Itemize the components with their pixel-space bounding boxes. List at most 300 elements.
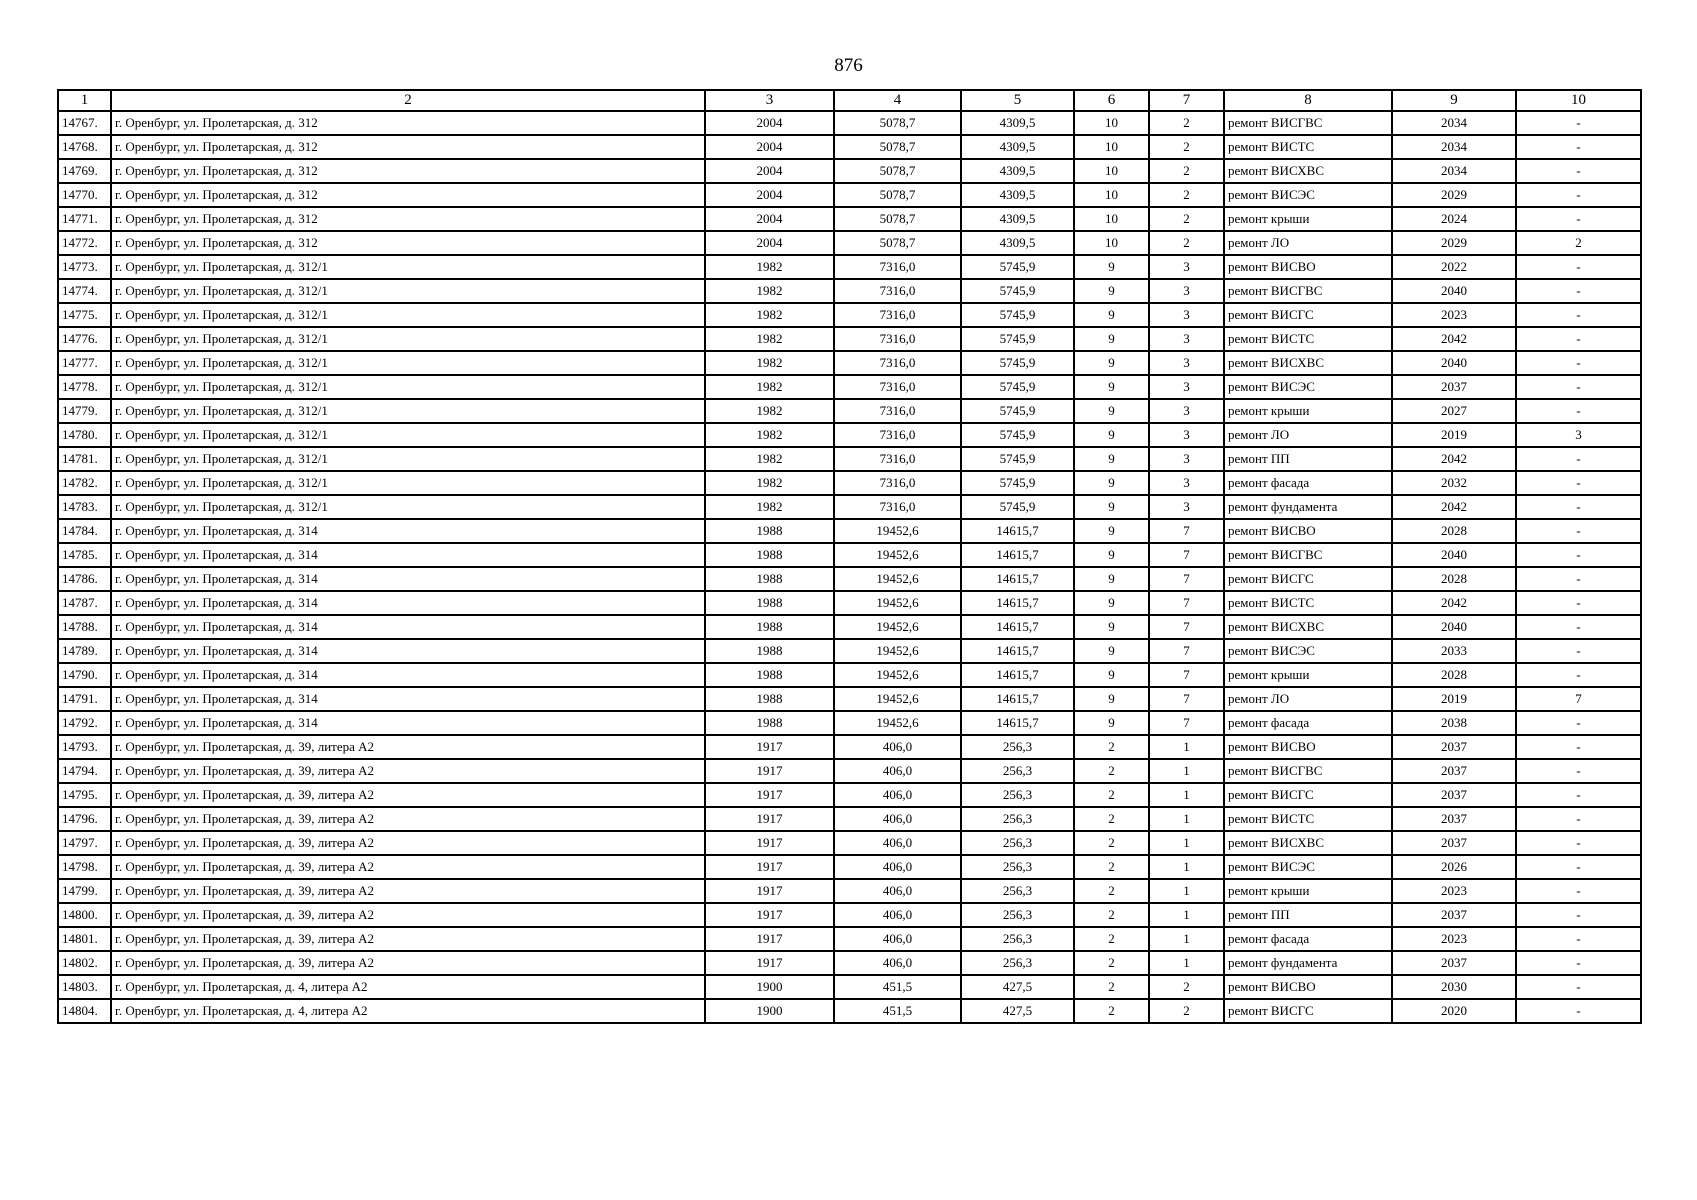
cell-planned-year: 2040	[1392, 279, 1516, 303]
table-row	[58, 903, 1641, 927]
cell-total-area: 7316,0	[834, 447, 961, 471]
cell-planned-year: 2029	[1392, 183, 1516, 207]
cell-work-type: ремонт ВИСТС	[1224, 135, 1392, 159]
cell-work-type: ремонт ВИСЭС	[1224, 183, 1392, 207]
cell-row-number: 14797.	[58, 831, 111, 855]
cell-living-area: 5745,9	[961, 423, 1074, 447]
table-row	[58, 663, 1641, 687]
table-row	[58, 423, 1641, 447]
cell-address: г. Оренбург, ул. Пролетарская, д. 39, литера А2	[111, 951, 705, 975]
cell-address: г. Оренбург, ул. Пролетарская, д. 39, литера А2	[111, 759, 705, 783]
cell-total-area: 406,0	[834, 735, 961, 759]
cell-row-number: 14768.	[58, 135, 111, 159]
cell-planned-year: 2023	[1392, 927, 1516, 951]
cell-total-area: 5078,7	[834, 159, 961, 183]
cell-address: г. Оренбург, ул. Пролетарская, д. 312/1	[111, 447, 705, 471]
cell-entrances: 3	[1149, 327, 1224, 351]
column-header: 4	[834, 90, 961, 111]
cell-floors: 9	[1074, 591, 1149, 615]
cell-living-area: 256,3	[961, 879, 1074, 903]
cell-entrances: 1	[1149, 735, 1224, 759]
table-row	[58, 159, 1641, 183]
cell-living-area: 5745,9	[961, 495, 1074, 519]
cell-row-number: 14784.	[58, 519, 111, 543]
cell-entrances: 1	[1149, 879, 1224, 903]
cell-floors: 9	[1074, 471, 1149, 495]
cell-year-built: 1988	[705, 711, 834, 735]
cell-floors: 9	[1074, 711, 1149, 735]
column-header: 10	[1516, 90, 1641, 111]
cell-row-number: 14793.	[58, 735, 111, 759]
cell-entrances: 3	[1149, 351, 1224, 375]
cell-address: г. Оренбург, ул. Пролетарская, д. 4, литера А2	[111, 975, 705, 999]
cell-work-type: ремонт ВИСХВС	[1224, 831, 1392, 855]
cell-floors: 9	[1074, 663, 1149, 687]
column-header: 6	[1074, 90, 1149, 111]
cell-living-area: 5745,9	[961, 303, 1074, 327]
cell-planned-year: 2019	[1392, 687, 1516, 711]
cell-total-area: 7316,0	[834, 255, 961, 279]
cell-planned-year: 2038	[1392, 711, 1516, 735]
cell-note: -	[1516, 519, 1641, 543]
table-row	[58, 111, 1641, 135]
cell-work-type: ремонт ЛО	[1224, 231, 1392, 255]
cell-living-area: 256,3	[961, 903, 1074, 927]
cell-work-type: ремонт ПП	[1224, 903, 1392, 927]
cell-entrances: 3	[1149, 399, 1224, 423]
cell-note: -	[1516, 159, 1641, 183]
cell-row-number: 14785.	[58, 543, 111, 567]
cell-row-number: 14795.	[58, 783, 111, 807]
cell-floors: 2	[1074, 735, 1149, 759]
cell-work-type: ремонт ЛО	[1224, 423, 1392, 447]
cell-address: г. Оренбург, ул. Пролетарская, д. 314	[111, 663, 705, 687]
cell-row-number: 14787.	[58, 591, 111, 615]
cell-entrances: 7	[1149, 711, 1224, 735]
table-row	[58, 543, 1641, 567]
cell-work-type: ремонт ВИСЭС	[1224, 855, 1392, 879]
cell-row-number: 14782.	[58, 471, 111, 495]
cell-planned-year: 2024	[1392, 207, 1516, 231]
cell-floors: 2	[1074, 999, 1149, 1023]
cell-address: г. Оренбург, ул. Пролетарская, д. 4, литера А2	[111, 999, 705, 1023]
cell-entrances: 2	[1149, 111, 1224, 135]
cell-address: г. Оренбург, ул. Пролетарская, д. 312	[111, 159, 705, 183]
cell-entrances: 3	[1149, 303, 1224, 327]
cell-year-built: 2004	[705, 135, 834, 159]
cell-year-built: 1917	[705, 951, 834, 975]
cell-note: -	[1516, 351, 1641, 375]
cell-floors: 9	[1074, 375, 1149, 399]
table-row	[58, 375, 1641, 399]
table-row	[58, 183, 1641, 207]
cell-floors: 9	[1074, 543, 1149, 567]
cell-work-type: ремонт ПП	[1224, 447, 1392, 471]
cell-year-built: 1900	[705, 999, 834, 1023]
cell-total-area: 7316,0	[834, 399, 961, 423]
cell-row-number: 14801.	[58, 927, 111, 951]
cell-planned-year: 2037	[1392, 831, 1516, 855]
cell-row-number: 14772.	[58, 231, 111, 255]
cell-living-area: 5745,9	[961, 351, 1074, 375]
cell-floors: 2	[1074, 903, 1149, 927]
table-row	[58, 735, 1641, 759]
cell-planned-year: 2034	[1392, 135, 1516, 159]
cell-note: -	[1516, 999, 1641, 1023]
cell-floors: 9	[1074, 615, 1149, 639]
cell-floors: 2	[1074, 831, 1149, 855]
cell-total-area: 19452,6	[834, 615, 961, 639]
cell-planned-year: 2037	[1392, 903, 1516, 927]
cell-living-area: 427,5	[961, 999, 1074, 1023]
cell-row-number: 14773.	[58, 255, 111, 279]
cell-planned-year: 2029	[1392, 231, 1516, 255]
cell-year-built: 1982	[705, 279, 834, 303]
cell-planned-year: 2042	[1392, 591, 1516, 615]
cell-work-type: ремонт ВИСХВС	[1224, 351, 1392, 375]
cell-entrances: 1	[1149, 783, 1224, 807]
cell-planned-year: 2028	[1392, 663, 1516, 687]
cell-note: -	[1516, 831, 1641, 855]
cell-planned-year: 2019	[1392, 423, 1516, 447]
cell-address: г. Оренбург, ул. Пролетарская, д. 312/1	[111, 495, 705, 519]
cell-year-built: 1982	[705, 303, 834, 327]
cell-floors: 9	[1074, 327, 1149, 351]
cell-row-number: 14778.	[58, 375, 111, 399]
cell-total-area: 7316,0	[834, 351, 961, 375]
cell-total-area: 7316,0	[834, 303, 961, 327]
cell-address: г. Оренбург, ул. Пролетарская, д. 312/1	[111, 327, 705, 351]
table-row	[58, 351, 1641, 375]
cell-note: -	[1516, 567, 1641, 591]
cell-planned-year: 2034	[1392, 111, 1516, 135]
cell-planned-year: 2037	[1392, 759, 1516, 783]
cell-note: -	[1516, 207, 1641, 231]
cell-entrances: 7	[1149, 543, 1224, 567]
cell-address: г. Оренбург, ул. Пролетарская, д. 39, литера А2	[111, 903, 705, 927]
cell-total-area: 19452,6	[834, 663, 961, 687]
cell-address: г. Оренбург, ул. Пролетарская, д. 314	[111, 567, 705, 591]
cell-address: г. Оренбург, ул. Пролетарская, д. 312	[111, 207, 705, 231]
cell-total-area: 406,0	[834, 927, 961, 951]
cell-address: г. Оренбург, ул. Пролетарская, д. 312	[111, 183, 705, 207]
cell-floors: 2	[1074, 879, 1149, 903]
cell-total-area: 406,0	[834, 951, 961, 975]
table-row	[58, 495, 1641, 519]
cell-row-number: 14796.	[58, 807, 111, 831]
cell-entrances: 1	[1149, 759, 1224, 783]
cell-entrances: 7	[1149, 639, 1224, 663]
cell-work-type: ремонт ЛО	[1224, 687, 1392, 711]
table-row	[58, 135, 1641, 159]
table-row	[58, 399, 1641, 423]
table-row	[58, 783, 1641, 807]
table-row	[58, 879, 1641, 903]
cell-year-built: 1982	[705, 423, 834, 447]
cell-row-number: 14788.	[58, 615, 111, 639]
cell-work-type: ремонт ВИСТС	[1224, 807, 1392, 831]
column-header: 2	[111, 90, 705, 111]
cell-year-built: 1988	[705, 591, 834, 615]
cell-planned-year: 2040	[1392, 543, 1516, 567]
cell-floors: 10	[1074, 183, 1149, 207]
cell-planned-year: 2030	[1392, 975, 1516, 999]
table-row	[58, 927, 1641, 951]
table-row	[58, 279, 1641, 303]
cell-living-area: 256,3	[961, 927, 1074, 951]
cell-planned-year: 2028	[1392, 567, 1516, 591]
cell-year-built: 1917	[705, 831, 834, 855]
cell-floors: 2	[1074, 783, 1149, 807]
cell-living-area: 4309,5	[961, 207, 1074, 231]
cell-work-type: ремонт крыши	[1224, 399, 1392, 423]
cell-living-area: 14615,7	[961, 663, 1074, 687]
cell-floors: 9	[1074, 447, 1149, 471]
cell-row-number: 14802.	[58, 951, 111, 975]
cell-note: -	[1516, 951, 1641, 975]
cell-note: -	[1516, 471, 1641, 495]
table-row	[58, 759, 1641, 783]
cell-floors: 9	[1074, 255, 1149, 279]
cell-living-area: 14615,7	[961, 687, 1074, 711]
cell-total-area: 451,5	[834, 999, 961, 1023]
cell-note: -	[1516, 879, 1641, 903]
cell-work-type: ремонт фундамента	[1224, 495, 1392, 519]
cell-work-type: ремонт ВИСВО	[1224, 975, 1392, 999]
cell-year-built: 1988	[705, 543, 834, 567]
cell-floors: 9	[1074, 567, 1149, 591]
cell-living-area: 256,3	[961, 759, 1074, 783]
cell-address: г. Оренбург, ул. Пролетарская, д. 314	[111, 519, 705, 543]
cell-note: -	[1516, 183, 1641, 207]
cell-entrances: 3	[1149, 495, 1224, 519]
cell-planned-year: 2032	[1392, 471, 1516, 495]
cell-entrances: 7	[1149, 519, 1224, 543]
cell-planned-year: 2037	[1392, 807, 1516, 831]
cell-note: -	[1516, 111, 1641, 135]
cell-entrances: 3	[1149, 423, 1224, 447]
cell-year-built: 2004	[705, 207, 834, 231]
cell-floors: 10	[1074, 135, 1149, 159]
cell-entrances: 1	[1149, 951, 1224, 975]
cell-note: -	[1516, 759, 1641, 783]
cell-floors: 9	[1074, 303, 1149, 327]
cell-year-built: 1917	[705, 807, 834, 831]
cell-work-type: ремонт ВИСГВС	[1224, 543, 1392, 567]
cell-planned-year: 2037	[1392, 783, 1516, 807]
cell-work-type: ремонт крыши	[1224, 879, 1392, 903]
cell-living-area: 256,3	[961, 807, 1074, 831]
cell-living-area: 14615,7	[961, 615, 1074, 639]
cell-year-built: 1917	[705, 759, 834, 783]
cell-year-built: 1917	[705, 735, 834, 759]
cell-note: -	[1516, 855, 1641, 879]
cell-work-type: ремонт крыши	[1224, 207, 1392, 231]
cell-address: г. Оренбург, ул. Пролетарская, д. 312	[111, 135, 705, 159]
cell-row-number: 14776.	[58, 327, 111, 351]
cell-note: -	[1516, 135, 1641, 159]
cell-year-built: 1982	[705, 471, 834, 495]
cell-year-built: 1917	[705, 879, 834, 903]
cell-living-area: 256,3	[961, 951, 1074, 975]
cell-note: -	[1516, 543, 1641, 567]
column-header: 7	[1149, 90, 1224, 111]
cell-living-area: 256,3	[961, 855, 1074, 879]
cell-address: г. Оренбург, ул. Пролетарская, д. 39, литера А2	[111, 807, 705, 831]
cell-address: г. Оренбург, ул. Пролетарская, д. 312/1	[111, 351, 705, 375]
column-header: 9	[1392, 90, 1516, 111]
cell-note: -	[1516, 663, 1641, 687]
table-row	[58, 711, 1641, 735]
cell-total-area: 19452,6	[834, 543, 961, 567]
cell-living-area: 5745,9	[961, 327, 1074, 351]
cell-address: г. Оренбург, ул. Пролетарская, д. 39, литера А2	[111, 831, 705, 855]
cell-note: -	[1516, 303, 1641, 327]
cell-living-area: 14615,7	[961, 591, 1074, 615]
cell-work-type: ремонт ВИСВО	[1224, 519, 1392, 543]
cell-year-built: 2004	[705, 159, 834, 183]
cell-planned-year: 2040	[1392, 351, 1516, 375]
cell-planned-year: 2027	[1392, 399, 1516, 423]
cell-work-type: ремонт ВИСХВС	[1224, 159, 1392, 183]
cell-row-number: 14779.	[58, 399, 111, 423]
cell-year-built: 1982	[705, 399, 834, 423]
cell-planned-year: 2037	[1392, 375, 1516, 399]
cell-row-number: 14786.	[58, 567, 111, 591]
table-row	[58, 303, 1641, 327]
cell-note: -	[1516, 495, 1641, 519]
cell-total-area: 406,0	[834, 759, 961, 783]
cell-row-number: 14798.	[58, 855, 111, 879]
cell-work-type: ремонт ВИСГС	[1224, 303, 1392, 327]
cell-row-number: 14780.	[58, 423, 111, 447]
cell-row-number: 14799.	[58, 879, 111, 903]
cell-year-built: 1982	[705, 327, 834, 351]
cell-address: г. Оренбург, ул. Пролетарская, д. 312/1	[111, 255, 705, 279]
cell-work-type: ремонт ВИСТС	[1224, 591, 1392, 615]
cell-planned-year: 2028	[1392, 519, 1516, 543]
cell-floors: 9	[1074, 639, 1149, 663]
cell-note: 7	[1516, 687, 1641, 711]
cell-address: г. Оренбург, ул. Пролетарская, д. 312/1	[111, 423, 705, 447]
cell-living-area: 14615,7	[961, 567, 1074, 591]
table-row	[58, 447, 1641, 471]
cell-entrances: 1	[1149, 903, 1224, 927]
cell-entrances: 2	[1149, 183, 1224, 207]
cell-work-type: ремонт ВИСГС	[1224, 567, 1392, 591]
cell-work-type: ремонт ВИСХВС	[1224, 615, 1392, 639]
cell-total-area: 406,0	[834, 807, 961, 831]
cell-total-area: 5078,7	[834, 207, 961, 231]
cell-address: г. Оренбург, ул. Пролетарская, д. 39, литера А2	[111, 783, 705, 807]
cell-total-area: 406,0	[834, 903, 961, 927]
table-row	[58, 471, 1641, 495]
cell-entrances: 2	[1149, 231, 1224, 255]
cell-work-type: ремонт ВИСЭС	[1224, 639, 1392, 663]
cell-floors: 2	[1074, 927, 1149, 951]
cell-living-area: 4309,5	[961, 111, 1074, 135]
cell-work-type: ремонт ВИСЭС	[1224, 375, 1392, 399]
cell-address: г. Оренбург, ул. Пролетарская, д. 312	[111, 231, 705, 255]
cell-total-area: 406,0	[834, 783, 961, 807]
table-row	[58, 807, 1641, 831]
cell-address: г. Оренбург, ул. Пролетарская, д. 39, литера А2	[111, 927, 705, 951]
cell-row-number: 14789.	[58, 639, 111, 663]
cell-row-number: 14771.	[58, 207, 111, 231]
cell-total-area: 7316,0	[834, 471, 961, 495]
cell-planned-year: 2040	[1392, 615, 1516, 639]
cell-address: г. Оренбург, ул. Пролетарская, д. 314	[111, 543, 705, 567]
cell-address: г. Оренбург, ул. Пролетарская, д. 312/1	[111, 375, 705, 399]
cell-row-number: 14804.	[58, 999, 111, 1023]
cell-living-area: 4309,5	[961, 183, 1074, 207]
column-header: 3	[705, 90, 834, 111]
cell-note: -	[1516, 783, 1641, 807]
cell-address: г. Оренбург, ул. Пролетарская, д. 39, литера А2	[111, 879, 705, 903]
cell-year-built: 1988	[705, 639, 834, 663]
cell-note: -	[1516, 711, 1641, 735]
column-header: 5	[961, 90, 1074, 111]
cell-floors: 9	[1074, 495, 1149, 519]
cell-address: г. Оренбург, ул. Пролетарская, д. 314	[111, 687, 705, 711]
cell-living-area: 256,3	[961, 783, 1074, 807]
cell-row-number: 14775.	[58, 303, 111, 327]
cell-floors: 2	[1074, 759, 1149, 783]
cell-entrances: 2	[1149, 975, 1224, 999]
cell-work-type: ремонт ВИСГС	[1224, 999, 1392, 1023]
cell-floors: 2	[1074, 807, 1149, 831]
cell-total-area: 19452,6	[834, 591, 961, 615]
cell-total-area: 19452,6	[834, 687, 961, 711]
cell-note: -	[1516, 639, 1641, 663]
table-row	[58, 567, 1641, 591]
cell-entrances: 2	[1149, 135, 1224, 159]
cell-note: -	[1516, 327, 1641, 351]
cell-note: -	[1516, 903, 1641, 927]
cell-total-area: 7316,0	[834, 495, 961, 519]
table-row	[58, 951, 1641, 975]
cell-work-type: ремонт фасада	[1224, 927, 1392, 951]
cell-floors: 10	[1074, 231, 1149, 255]
cell-note: -	[1516, 807, 1641, 831]
cell-year-built: 1917	[705, 927, 834, 951]
cell-row-number: 14783.	[58, 495, 111, 519]
cell-total-area: 406,0	[834, 855, 961, 879]
cell-entrances: 1	[1149, 831, 1224, 855]
cell-floors: 9	[1074, 519, 1149, 543]
cell-living-area: 5745,9	[961, 471, 1074, 495]
cell-year-built: 2004	[705, 183, 834, 207]
cell-address: г. Оренбург, ул. Пролетарская, д. 314	[111, 615, 705, 639]
cell-year-built: 2004	[705, 111, 834, 135]
cell-total-area: 19452,6	[834, 639, 961, 663]
cell-address: г. Оренбург, ул. Пролетарская, д. 39, литера А2	[111, 735, 705, 759]
cell-floors: 9	[1074, 279, 1149, 303]
cell-entrances: 1	[1149, 855, 1224, 879]
cell-work-type: ремонт ВИСВО	[1224, 735, 1392, 759]
cell-entrances: 3	[1149, 279, 1224, 303]
cell-living-area: 5745,9	[961, 447, 1074, 471]
cell-entrances: 2	[1149, 207, 1224, 231]
cell-total-area: 5078,7	[834, 183, 961, 207]
cell-floors: 2	[1074, 975, 1149, 999]
cell-total-area: 406,0	[834, 831, 961, 855]
table-row	[58, 687, 1641, 711]
cell-work-type: ремонт ВИСВО	[1224, 255, 1392, 279]
cell-floors: 9	[1074, 423, 1149, 447]
cell-planned-year: 2026	[1392, 855, 1516, 879]
table-body	[58, 111, 1641, 1023]
